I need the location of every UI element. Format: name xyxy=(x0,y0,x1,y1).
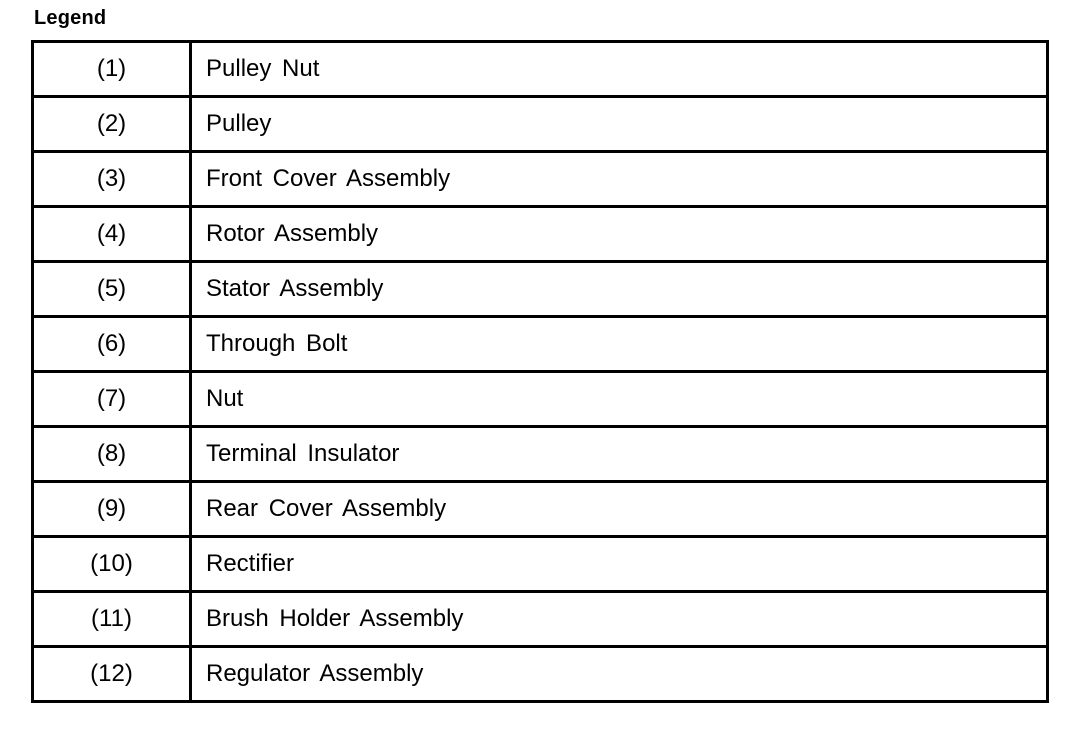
table-row xyxy=(33,427,1048,482)
item-description: Rotor Assembly xyxy=(191,207,1048,262)
item-number: (12) xyxy=(33,647,191,702)
item-description: Rectifier xyxy=(191,537,1048,592)
item-number: (6) xyxy=(33,317,191,372)
item-number: (3) xyxy=(33,152,191,207)
item-description: Nut xyxy=(191,372,1048,427)
table-row xyxy=(33,592,1048,647)
table-row xyxy=(33,647,1048,702)
table-row xyxy=(33,152,1048,207)
item-description: Rear Cover Assembly xyxy=(191,482,1048,537)
item-number: (8) xyxy=(33,427,191,482)
item-description: Terminal Insulator xyxy=(191,427,1048,482)
item-number: (2) xyxy=(33,97,191,152)
item-description: Regulator Assembly xyxy=(191,647,1048,702)
table-row xyxy=(33,372,1048,427)
item-description: Brush Holder Assembly xyxy=(191,592,1048,647)
item-number: (4) xyxy=(33,207,191,262)
item-description: Through Bolt xyxy=(191,317,1048,372)
item-number: (7) xyxy=(33,372,191,427)
item-number: (9) xyxy=(33,482,191,537)
item-number: (5) xyxy=(33,262,191,317)
item-number: (1) xyxy=(33,42,191,97)
table-row xyxy=(33,537,1048,592)
table-row xyxy=(33,97,1048,152)
table-row xyxy=(33,262,1048,317)
legend-table xyxy=(31,40,1049,703)
legend-title: Legend xyxy=(34,7,107,29)
table-row xyxy=(33,42,1048,97)
table-row xyxy=(33,207,1048,262)
item-description: Pulley Nut xyxy=(191,42,1048,97)
table-row xyxy=(33,317,1048,372)
table-row xyxy=(33,482,1048,537)
item-number: (11) xyxy=(33,592,191,647)
item-number: (10) xyxy=(33,537,191,592)
item-description: Front Cover Assembly xyxy=(191,152,1048,207)
item-description: Stator Assembly xyxy=(191,262,1048,317)
item-description: Pulley xyxy=(191,97,1048,152)
